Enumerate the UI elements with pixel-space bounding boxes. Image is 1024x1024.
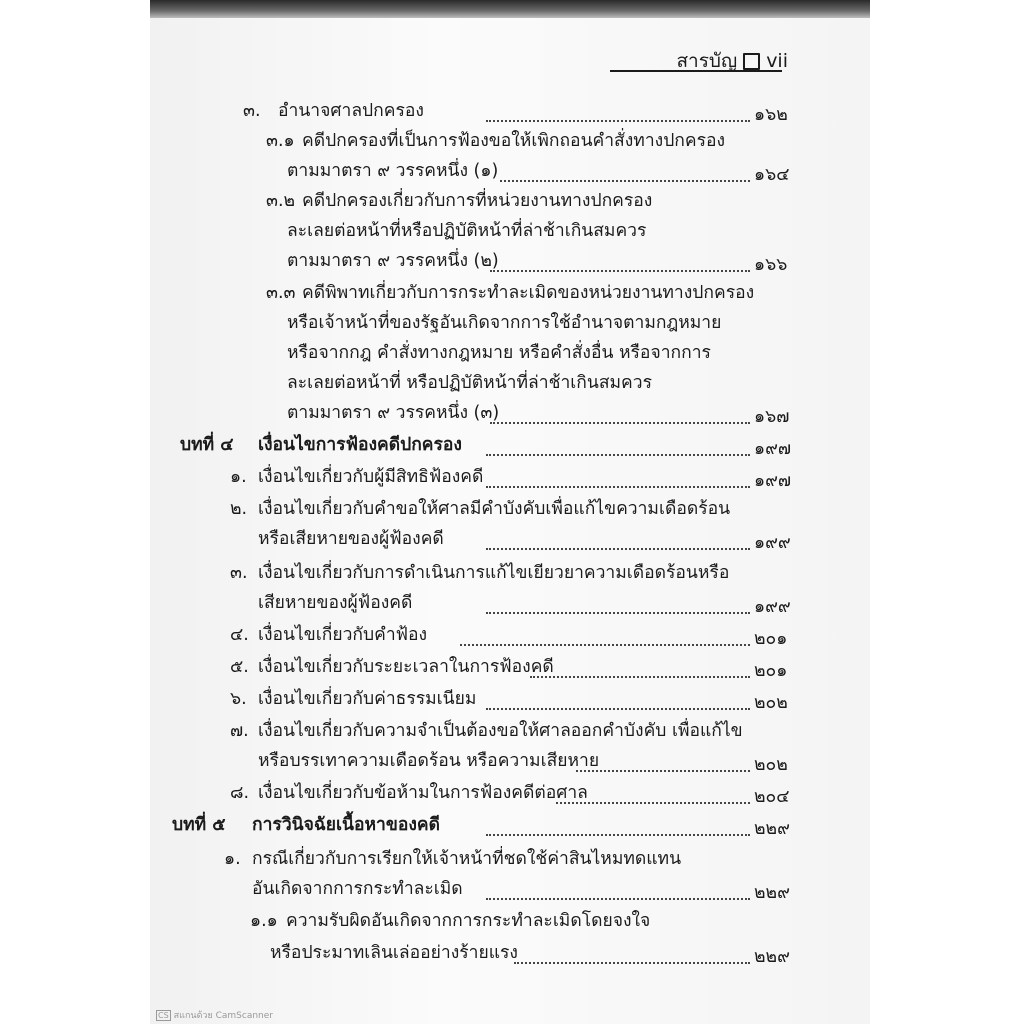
toc-line: อันเกิดจากการกระทำละเมิด [252,879,463,899]
toc-line: หรือเจ้าหน้าที่ของรัฐอันเกิดจากการใช้อำนาจตามกฎหมาย [287,313,722,333]
toc-line: ๑. เงื่อนไขเกี่ยวกับผู้มีสิทธิฟ้องคดี [230,467,484,487]
toc-leader [486,610,750,614]
toc-line: หรือเสียหายของผู้ฟ้องคดี [258,529,444,549]
camscanner-logo-icon: CS [158,1010,169,1020]
toc-line: ๓. เงื่อนไขเกี่ยวกับการดำเนินการแก้ไขเยียวยาความเดือดร้อนหรือ [230,563,730,583]
camscanner-watermark: CS สแกนด้วย CamScanner [158,1010,273,1021]
toc-line: ๖. เงื่อนไขเกี่ยวกับค่าธรรมเนียม [230,689,477,709]
toc-page-number: ๒๒๙ [754,819,790,839]
toc-leader [486,832,750,836]
toc-line: ๘. เงื่อนไขเกี่ยวกับข้อห้ามในการฟ้องคดีต่อศาล [230,783,588,803]
toc-line: ๓.๓ คดีพิพาทเกี่ยวกับการกระทำละเมิดของหน่วยงานทางปกครอง [266,283,755,303]
toc-leader [556,800,750,804]
toc-leader [490,420,750,424]
toc-page-number: ๒๐๒ [754,693,788,713]
toc-leader [486,706,750,710]
toc-page-number: ๑๙๙ [754,533,791,553]
toc-leader [490,268,750,272]
toc-leader [500,178,750,182]
toc-line: ละเลยต่อหน้าที่หรือปฏิบัติหน้าที่ล่าช้าเกินสมควร [287,221,647,241]
toc-line: ๓.๑ คดีปกครองที่เป็นการฟ้องขอให้เพิกถอนคำสั่งทางปกครอง [266,131,726,151]
toc-page-number: ๒๒๙ [754,883,790,903]
toc-page-number: ๑๖๔ [754,165,790,185]
table-of-contents [150,18,870,1024]
scan-margin-right [870,0,1024,1024]
toc-line: ตามมาตรา ๙ วรรคหนึ่ง (๒) [287,251,499,271]
toc-page-number: ๑๖๖ [754,255,788,275]
toc-line: ๓.๒ คดีปกครองเกี่ยวกับการที่หน่วยงานทางปกครอง [266,191,653,211]
toc-line: ละเลยต่อหน้าที่ หรือปฏิบัติหน้าที่ล่าช้าเกินสมควร [287,373,652,393]
scan-margin-left [0,0,150,1024]
toc-line: ๗. เงื่อนไขเกี่ยวกับความจำเป็นต้องขอให้ศาลออกคำบังคับ เพื่อแก้ไข [230,721,743,741]
document-page [150,18,870,1024]
toc-line: ตามมาตรา ๙ วรรคหนึ่ง (๓) [287,403,500,423]
toc-line: หรือบรรเทาความเดือดร้อน หรือความเสียหาย [258,751,600,771]
toc-line: ๒. เงื่อนไขเกี่ยวกับคำขอให้ศาลมีคำบังคับเพื่อแก้ไขความเดือดร้อน [230,499,731,519]
toc-chapter-line: บทที่ ๕ การวินิจฉัยเนื้อหาของคดี [172,815,440,835]
toc-page-number: ๑๙๗ [754,439,792,459]
toc-page-number: ๑๙๙ [754,597,791,617]
header-title: สารบัญ [676,50,738,72]
toc-page-number: ๒๐๑ [754,661,788,681]
toc-leader [460,642,750,646]
toc-leader [576,768,750,772]
toc-line: ๓. อำนาจศาลปกครอง [243,101,424,121]
toc-leader [486,484,750,488]
toc-chapter-line: บทที่ ๔ เงื่อนไขการฟ้องคดีปกครอง [180,435,462,455]
scan-top-shadow [150,0,870,18]
toc-leader [486,546,750,550]
toc-page-number: ๒๐๒ [754,755,788,775]
toc-page-number: ๒๐๑ [754,629,788,649]
toc-leader [530,674,750,678]
toc-page-number: ๑๙๗ [754,471,792,491]
toc-line: ๑.๑ ความรับผิดอันเกิดจากการกระทำละเมิดโดยจงใจ [250,911,651,931]
toc-line: เสียหายของผู้ฟ้องคดี [258,593,413,613]
toc-page-number: ๒๐๔ [754,787,790,807]
toc-line: หรือประมาทเลินเล่ออย่างร้ายแรง [270,943,518,963]
toc-leader [486,896,750,900]
toc-line: ๑. กรณีเกี่ยวกับการเรียกให้เจ้าหน้าที่ชดใช้ค่าสินไหมทดแทน [224,849,682,869]
toc-page-number: ๒๒๙ [754,947,790,967]
toc-line: ตามมาตรา ๙ วรรคหนึ่ง (๑) [287,161,499,181]
toc-leader [486,452,750,456]
toc-leader [514,960,750,964]
toc-line: ๕. เงื่อนไขเกี่ยวกับระยะเวลาในการฟ้องคดี [230,657,554,677]
toc-page-number: ๑๖๗ [754,407,790,427]
header-page-number: vii [766,50,788,72]
toc-line: หรือจากกฎ คำสั่งทางกฎหมาย หรือคำสั่งอื่น หรือจากการ [287,343,711,363]
toc-line: ๔. เงื่อนไขเกี่ยวกับคำฟ้อง [230,625,428,645]
toc-page-number: ๑๖๒ [754,105,788,125]
toc-leader [486,118,750,122]
